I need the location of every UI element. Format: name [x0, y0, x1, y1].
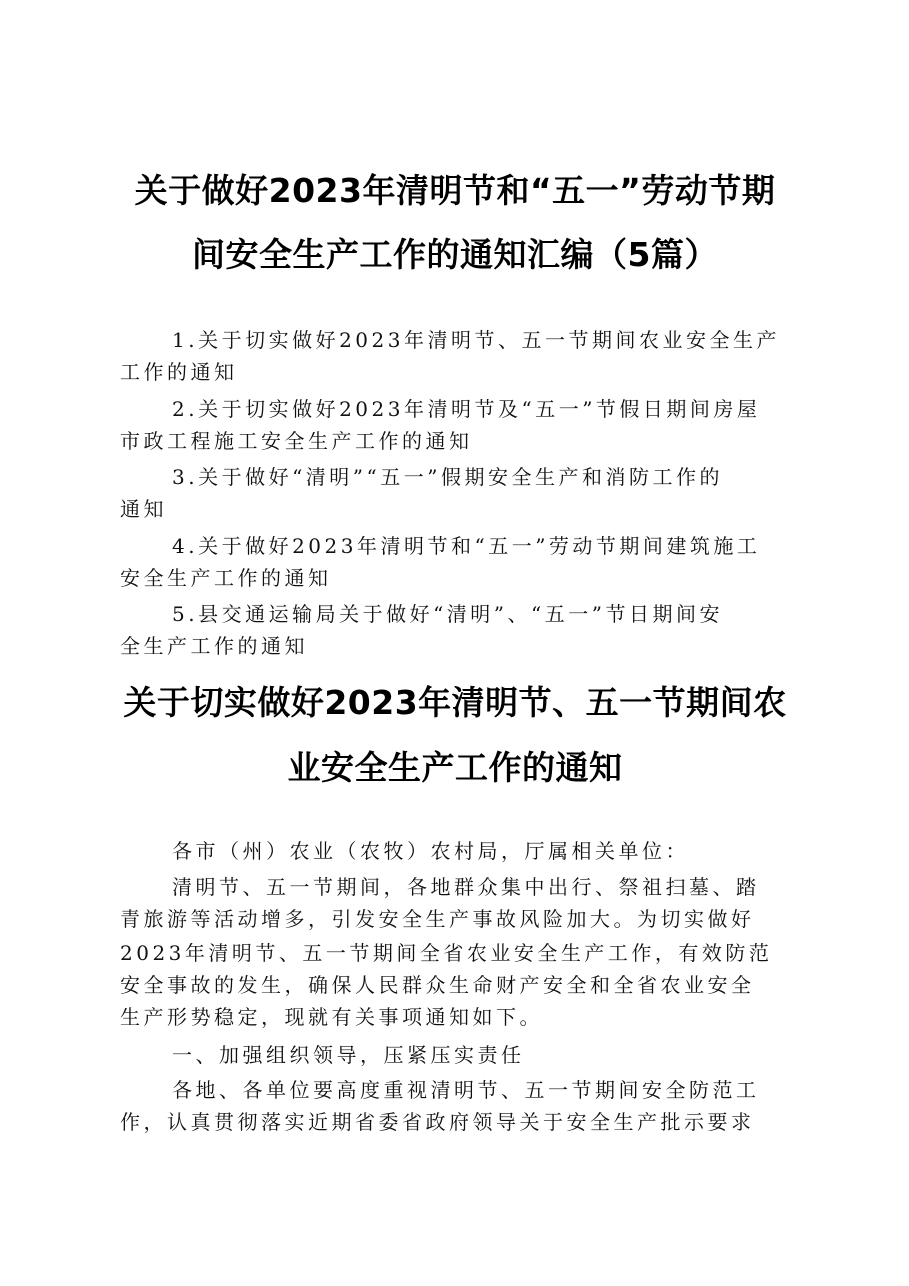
section-title-line-2: 业安全生产工作的通知	[287, 748, 623, 787]
toc-item-2-line-2: 市政工程施工安全生产工作的通知	[120, 429, 473, 453]
toc-item-5-line-2: 全生产工作的通知	[120, 634, 308, 658]
toc-item-4-line-2: 安全生产工作的通知	[120, 566, 332, 590]
paragraph-line: 青旅游等活动增多，引发安全生产事故风险加大。为切实做好	[120, 907, 755, 931]
paragraph-line: 各地、各单位要高度重视清明节、五一节期间安全防范工	[172, 1078, 760, 1102]
section-heading: 一、加强组织领导，压紧压实责任	[172, 1043, 525, 1067]
toc-item-1-line-1: 1.关于切实做好2023年清明节、五一节期间农业安全生产	[172, 328, 780, 352]
toc-item-5-line-1: 5.县交通运输局关于做好“清明”、“五一”节日期间安	[172, 602, 723, 626]
paragraph-line: 安全事故的发生，确保人民群众生命财产安全和全省农业安全	[120, 973, 755, 997]
paragraph-line: 作，认真贯彻落实近期省委省政府领导关于安全生产批示要求	[120, 1110, 755, 1134]
document-title-line-2: 间安全生产工作的通知汇编（5篇）	[192, 235, 718, 274]
toc-item-3-line-1: 3.关于做好“清明”“五一”假期安全生产和消防工作的	[172, 465, 723, 489]
salutation-line: 各市（州）农业（农牧）农村局，厅属相关单位：	[172, 839, 689, 863]
toc-item-4-line-1: 4.关于做好2023年清明节和“五一”劳动节期间建筑施工	[172, 534, 761, 558]
toc-item-3-line-2: 通知	[120, 497, 167, 521]
toc-item-1-line-2: 工作的通知	[120, 360, 238, 384]
toc-item-2-line-1: 2.关于切实做好2023年清明节及“五一”节假日期间房屋	[172, 397, 761, 421]
paragraph-line: 2023年清明节、五一节期间全省农业安全生产工作，有效防范	[120, 941, 773, 965]
paragraph-line: 生产形势稳定，现就有关事项通知如下。	[120, 1005, 543, 1029]
section-title-line-1: 关于切实做好2023年清明节、五一节期间农	[123, 683, 787, 722]
paragraph-line: 清明节、五一节期间，各地群众集中出行、祭祖扫墓、踏	[172, 875, 760, 899]
document-title-line-1: 关于做好2023年清明节和“五一”劳动节期	[134, 171, 776, 210]
